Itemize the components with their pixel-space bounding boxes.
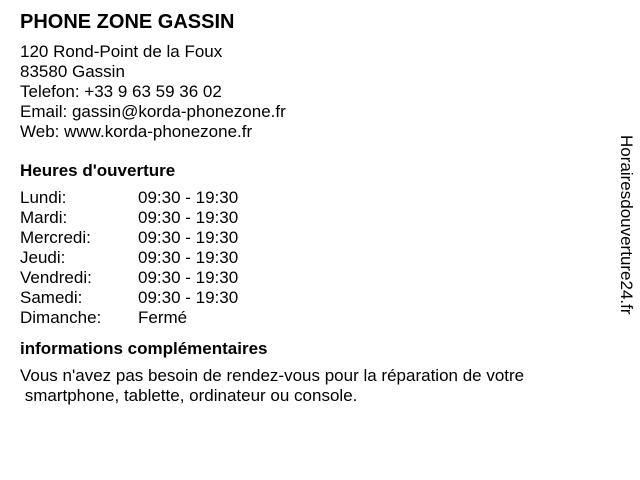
day-hours: Fermé [138, 308, 188, 327]
hours-row-friday [20, 268, 610, 288]
day-hours: 09:30 - 19:30 [138, 288, 239, 307]
email-line: Email: gassin@korda-phonezone.fr [20, 102, 286, 121]
business-name: PHONE ZONE GASSIN [20, 11, 235, 33]
day-hours: 09:30 - 19:30 [138, 188, 239, 207]
day-label: Samedi: [20, 288, 83, 307]
day-hours: 09:30 - 19:30 [138, 228, 239, 247]
info-heading: informations complémentaires [20, 339, 268, 358]
hours-row-sunday [20, 308, 610, 328]
hours-heading: Heures d'ouverture [20, 161, 176, 180]
day-hours: 09:30 - 19:30 [138, 268, 239, 287]
address-line-1: 120 Rond-Point de la Foux [20, 42, 223, 61]
day-hours: 09:30 - 19:30 [138, 248, 239, 267]
info-text [20, 366, 610, 406]
hours-row-tuesday [20, 208, 610, 228]
info-text-line-2: smartphone, tablette, ordinateur ou console. [20, 386, 358, 405]
hours-row-thursday [20, 248, 610, 268]
day-label: Vendredi: [20, 268, 92, 287]
day-label: Lundi: [20, 188, 67, 207]
day-label: Mercredi: [20, 228, 91, 247]
phone-line: Telefon: +33 9 63 59 36 02 [20, 82, 222, 101]
day-label: Mardi: [20, 208, 68, 227]
hours-row-saturday [20, 288, 610, 308]
hours-table [20, 188, 610, 328]
watermark-text: Horairesdouverture24.fr [617, 135, 636, 315]
hours-row-wednesday [20, 228, 610, 248]
hours-row-monday [20, 188, 610, 208]
address-line-2: 83580 Gassin [20, 62, 125, 81]
business-card [20, 8, 610, 406]
web-line: Web: www.korda-phonezone.fr [20, 122, 253, 141]
day-label: Dimanche: [20, 308, 102, 327]
info-text-line-1: Vous n'avez pas besoin de rendez-vous pour la réparation de votre [20, 366, 525, 385]
day-hours: 09:30 - 19:30 [138, 208, 239, 227]
day-label: Jeudi: [20, 248, 66, 267]
